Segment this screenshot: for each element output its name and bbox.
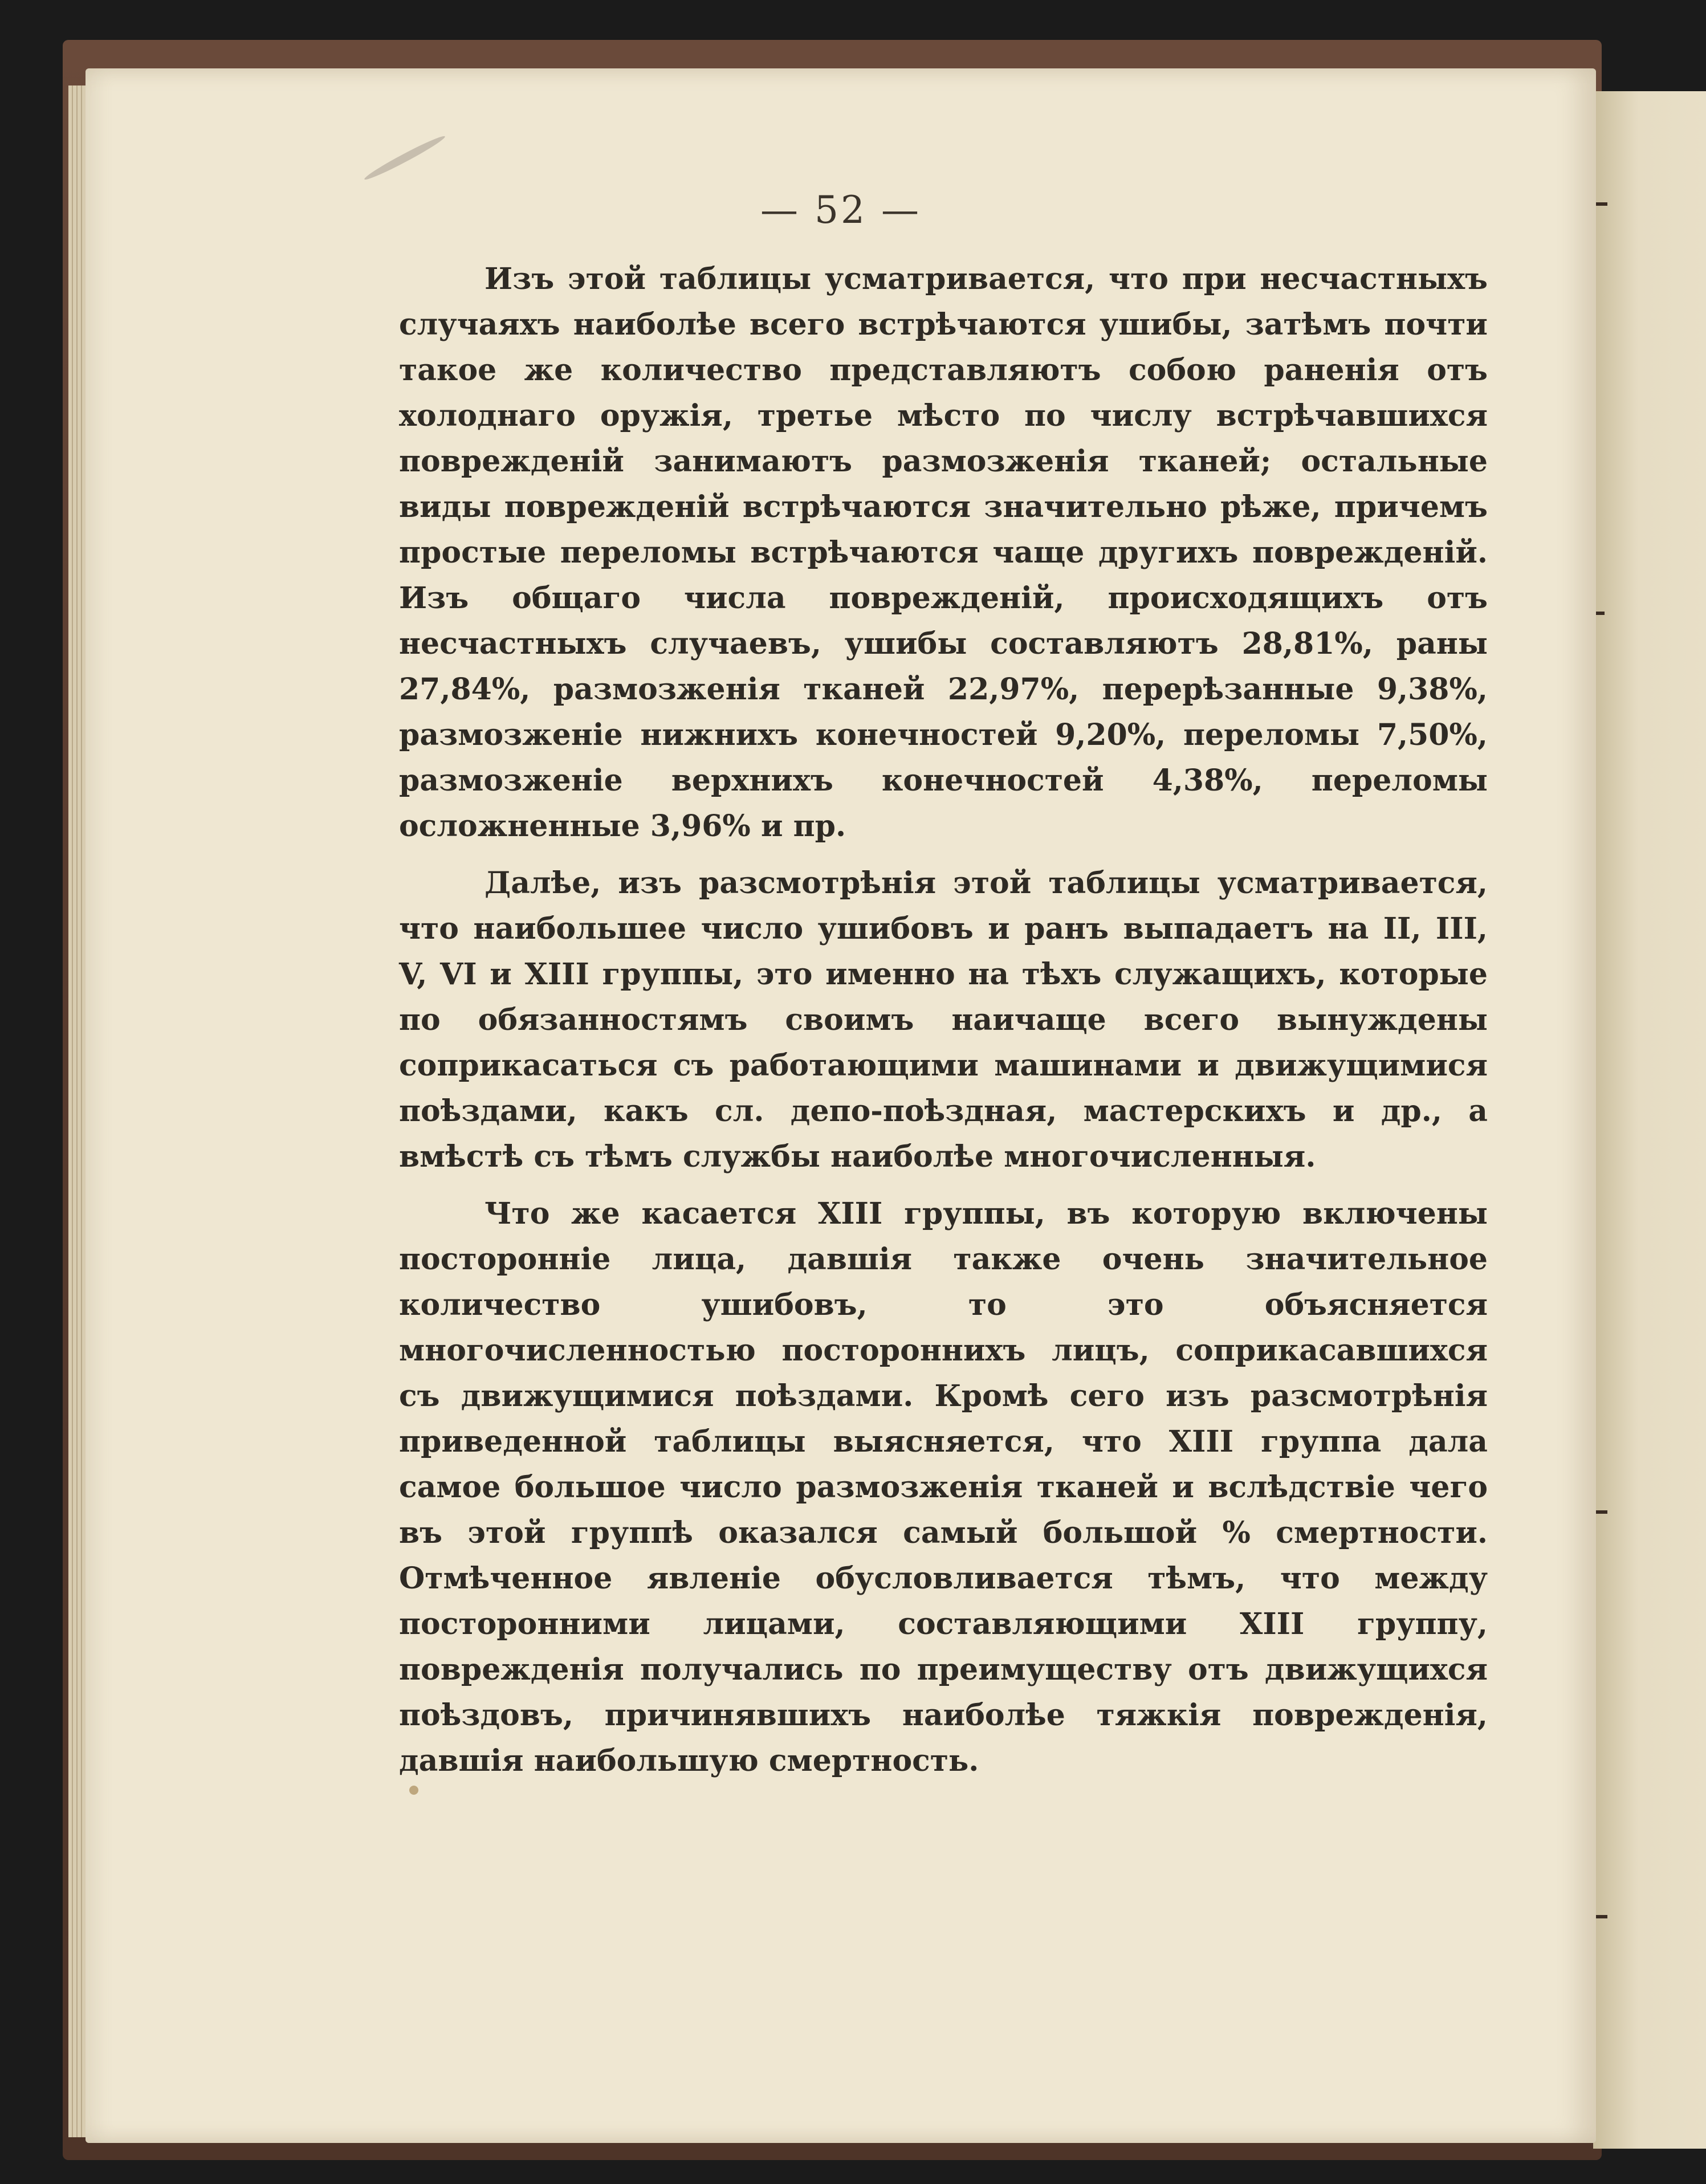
body-text bbox=[399, 256, 1488, 1784]
facing-page bbox=[1593, 91, 1706, 2149]
paragraph-1: Изъ этой таблицы усматривается, что при несчастныхъ случаяхъ наиболѣе всего встрѣчаются ушибы, затѣмъ почти такое же количество представляютъ собою раненія отъ холоднаго оружія, третье мѣсто по числу встрѣчавшихся поврежденій занимаютъ размозженія тканей; остальные виды поврежденій встрѣчаются значительно рѣже, причемъ простые переломы встрѣчаются чаще другихъ поврежденій. Изъ общаго числа поврежденій, происходящихъ отъ несчастныхъ случаевъ, ушибы составляютъ 28,81%, раны 27,84%, размозженія тканей 22,97%, перерѣзанные 9,38%, размозженіе нижнихъ конечностей 9,20%, переломы 7,50%, размозженіе верхнихъ конечностей 4,38%, переломы осложненные 3,96% и пр. bbox=[399, 262, 1488, 844]
page-smudge bbox=[363, 133, 447, 182]
paragraph-2: Далѣе, изъ разсмотрѣнія этой таблицы усматривается, что наибольшее число ушибовъ и ранъ выпадаетъ на II, III, V, VI и XIII группы, это именно на тѣхъ служащихъ, которые по обязанностямъ своимъ наичаще всего вынуждены соприкасаться съ работающими машинами и движущимися поѣздами, какъ сл. депо-поѣздная, мастерскихъ и др., а вмѣстѣ съ тѣмъ службы наиболѣе многочисленныя. bbox=[399, 866, 1488, 1174]
page-number: — 52 — bbox=[760, 188, 921, 232]
paragraph-3: Что же касается XIII группы, въ которую включены посторонніе лица, давшія также очень значительное количество ушибовъ, то это объясняется многочисленностью постороннихъ лицъ, соприкасавшихся съ движущимися поѣздами. Кромѣ сего изъ разсмотрѣнія приведенной таблицы выясняется, что XIII группа дала самое большое число размозженія тканей и вслѣдствіе чего въ этой группѣ оказался самый большой % смертности. Отмѣченное явленіе обусловливается тѣмъ, что между посторонними лицами, составляющими XIII группу, поврежденія получались по преимуществу отъ движущихся поѣздовъ, причинявшихъ наиболѣе тяжкія поврежденія, давшія наибольшую смертность. bbox=[399, 1196, 1488, 1778]
page-stain bbox=[409, 1786, 418, 1795]
book-page bbox=[85, 68, 1596, 2143]
